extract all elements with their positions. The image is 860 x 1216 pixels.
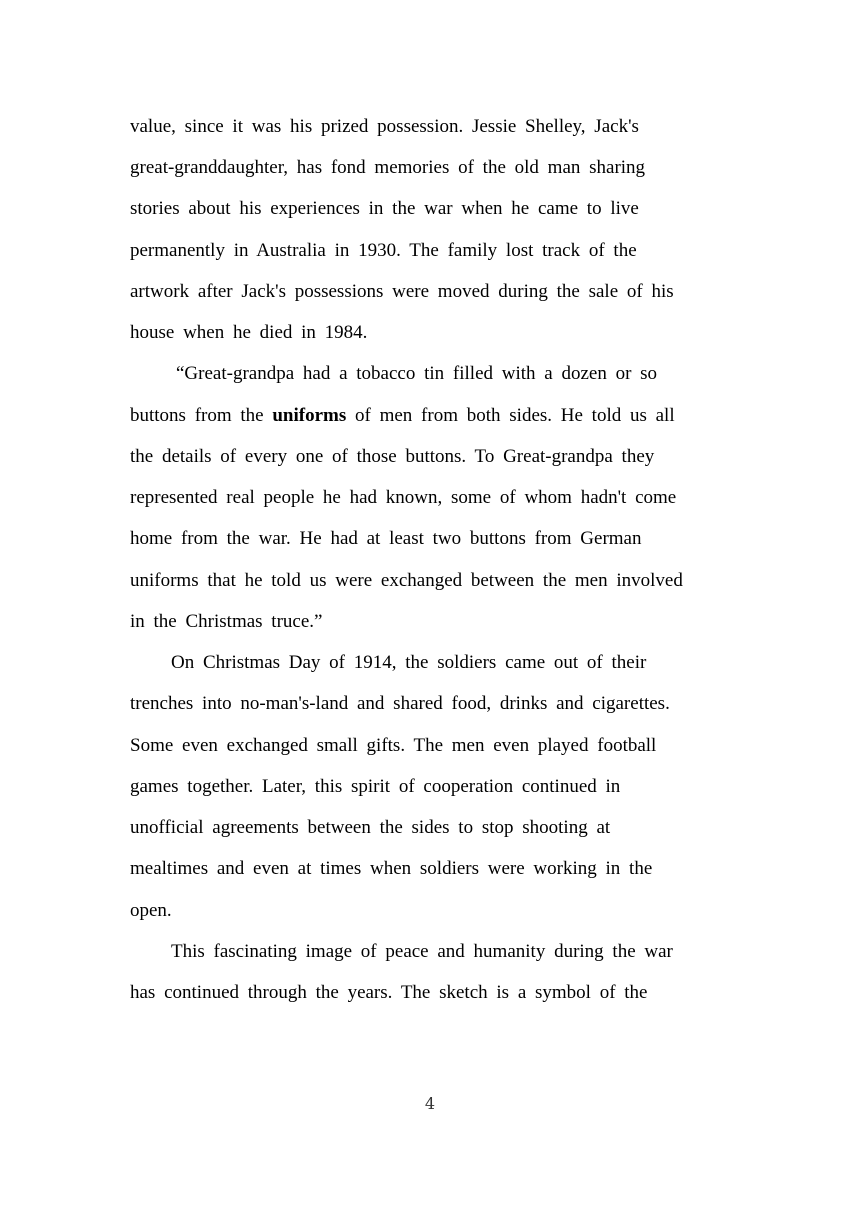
text-line: This fascinating image of peace and humanity during the war xyxy=(171,941,673,962)
text-line: “Great-grandpa had a tobacco tin filled with a dozen or so xyxy=(176,363,658,384)
text-line: artwork after Jack's possessions were moved during the sale of his xyxy=(130,281,674,302)
text-line: house when he died in 1984. xyxy=(130,322,368,343)
bold-word-uniforms: uniforms xyxy=(272,405,347,426)
text-line: games together. Later, this spirit of cooperation continued in xyxy=(130,776,621,797)
text-line: permanently in Australia in 1930. The family lost track of the xyxy=(130,240,637,261)
text-line: home from the war. He had at least two buttons from German xyxy=(130,528,642,549)
text-line: open. xyxy=(130,900,172,921)
text-line: mealtimes and even at times when soldiers were working in the xyxy=(130,858,653,879)
text-line: trenches into no-man's-land and shared food, drinks and cigarettes. xyxy=(130,693,670,714)
text-line: Some even exchanged small gifts. The men even played football xyxy=(130,735,657,756)
text-line-with-bold xyxy=(130,405,675,427)
text-line: the details of every one of those buttons. To Great-grandpa they xyxy=(130,446,655,467)
text-line: has continued through the years. The sketch is a symbol of the xyxy=(130,982,648,1003)
text-line: value, since it was his prized possession. Jessie Shelley, Jack's xyxy=(130,116,639,137)
text-line: On Christmas Day of 1914, the soldiers came out of their xyxy=(171,652,647,673)
text-line: stories about his experiences in the war when he came to live xyxy=(130,198,639,219)
text-fragment: of men from both sides. He told us all xyxy=(355,405,675,426)
text-fragment: buttons from the xyxy=(130,405,264,426)
text-line: great-granddaughter, has fond memories of the old man sharing xyxy=(130,157,646,178)
text-line: in the Christmas truce.” xyxy=(130,611,323,632)
text-line: represented real people he had known, some of whom hadn't come xyxy=(130,487,677,508)
text-line: uniforms that he told us were exchanged between the men involved xyxy=(130,570,683,591)
page-number: 4 xyxy=(424,1094,436,1113)
text-line: unofficial agreements between the sides to stop shooting at xyxy=(130,817,611,838)
